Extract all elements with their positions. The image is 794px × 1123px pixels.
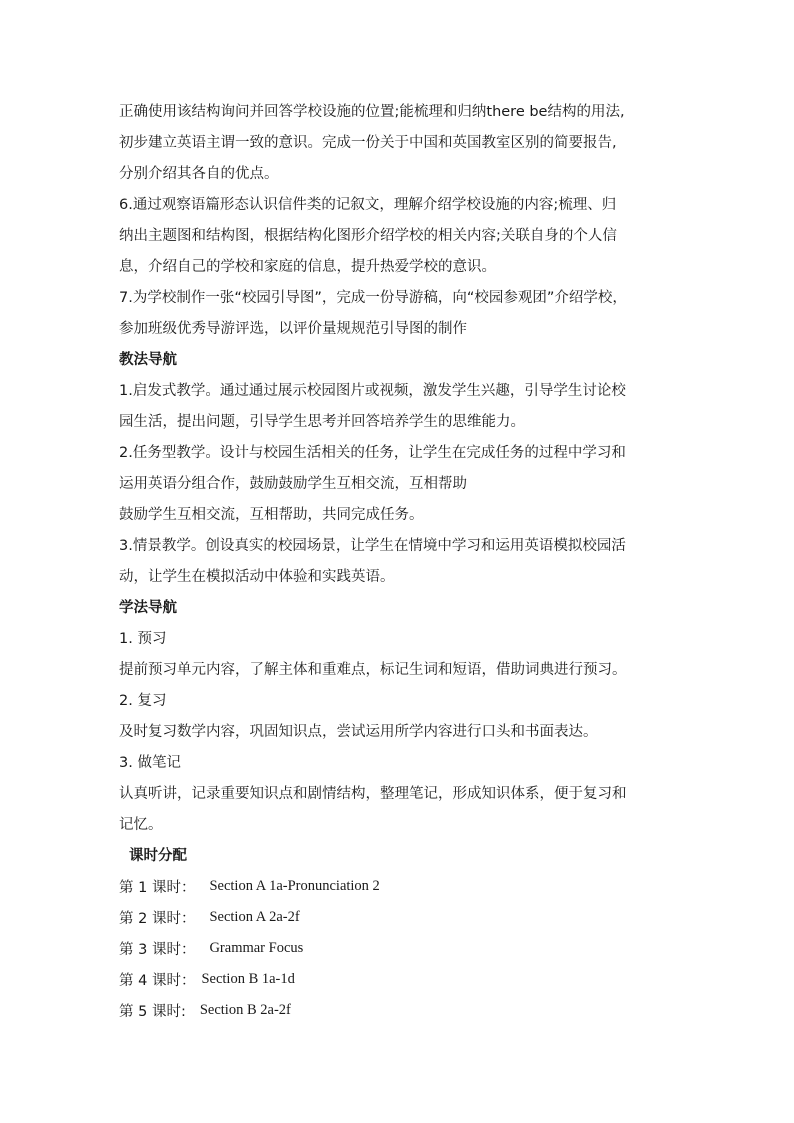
text-line: 1.启发式教学。通过通过展示校园图片或视频，激发学生兴趣，引导学生讨论校 bbox=[119, 382, 626, 399]
text-line: 正确使用该结构询问并回答学校设施的位置;能梳理和归纳there be结构的用法, bbox=[119, 103, 625, 120]
document-body bbox=[119, 96, 689, 1026]
text-line: 参加班级优秀导游评选，以评价量规规范引导图的制作 bbox=[119, 320, 467, 337]
lesson-row bbox=[119, 964, 689, 995]
lesson-label: 第 4 课时： bbox=[119, 973, 196, 989]
learning-item-title: 3. 做笔记 bbox=[119, 754, 181, 771]
text-line: 鼓励学生互相交流，互相帮助，共同完成任务。 bbox=[119, 506, 424, 523]
lesson-label: 第 5 课时: bbox=[119, 1004, 186, 1020]
teaching-item-1 bbox=[119, 375, 689, 437]
text-line: 分别介绍其各自的优点。 bbox=[119, 165, 279, 182]
text-line: 运用英语分组合作，鼓励鼓励学生互相交流，互相帮助 bbox=[119, 475, 467, 492]
section-heading-learning: 学法导航 bbox=[119, 599, 177, 616]
lesson-value: Section B 1a-1d bbox=[201, 971, 295, 987]
lesson-row bbox=[119, 902, 689, 933]
text-line: 提前预习单元内容，了解主体和重难点，标记生词和短语，借助词典进行预习。 bbox=[119, 661, 627, 678]
learning-item-title: 1. 预习 bbox=[119, 630, 167, 647]
lesson-label: 第 1 课时： bbox=[119, 880, 196, 896]
lesson-row bbox=[119, 995, 689, 1026]
lesson-value: Section B 2a-2f bbox=[199, 1002, 291, 1018]
lesson-row bbox=[119, 933, 689, 964]
text-line: 认真听讲，记录重要知识点和剧情结构，整理笔记，形成知识体系，便于复习和 bbox=[119, 785, 627, 802]
lesson-schedule-list bbox=[119, 871, 689, 1026]
lesson-value: Section A 1a-Pronunciation 2 bbox=[209, 878, 380, 894]
section-heading-teaching: 教法导航 bbox=[119, 351, 177, 368]
text-line: 6.通过观察语篇形态认识信件类的记叙文，理解介绍学校设施的内容;梳理、归 bbox=[119, 196, 617, 213]
text-line: 3.情景教学。创设真实的校园场景，让学生在情境中学习和运用英语模拟校园活 bbox=[119, 537, 626, 554]
text-line: 及时复习数学内容，巩固知识点，尝试运用所学内容进行口头和书面表达。 bbox=[119, 723, 598, 740]
lesson-value: Grammar Focus bbox=[209, 940, 304, 956]
text-line: 纳出主题图和结构图，根据结构化图形介绍学校的相关内容;关联自身的个人信 bbox=[119, 227, 617, 244]
lesson-label: 第 2 课时： bbox=[119, 911, 196, 927]
text-line: 园生活，提出问题，引导学生思考并回答培养学生的思维能力。 bbox=[119, 413, 525, 430]
teaching-item-2 bbox=[119, 437, 689, 530]
learning-item-preview bbox=[119, 623, 689, 685]
learning-item-title: 2. 复习 bbox=[119, 692, 167, 709]
text-line: 息，介绍自己的学校和家庭的信息，提升热爱学校的意识。 bbox=[119, 258, 496, 275]
lesson-value: Section A 2a-2f bbox=[209, 909, 300, 925]
teaching-item-3 bbox=[119, 530, 689, 592]
lesson-label: 第 3 课时： bbox=[119, 942, 196, 958]
paragraph-objective-6 bbox=[119, 189, 689, 282]
text-line: 初步建立英语主谓一致的意识。完成一份关于中国和英国教室区别的简要报告, bbox=[119, 134, 617, 151]
text-line: 动，让学生在模拟活动中体验和实践英语。 bbox=[119, 568, 395, 585]
paragraph-objective-7 bbox=[119, 282, 689, 344]
learning-item-notes bbox=[119, 747, 689, 840]
lesson-row bbox=[119, 871, 689, 902]
section-heading-schedule: 课时分配 bbox=[129, 847, 187, 864]
text-line: 7.为学校制作一张“校园引导图”，完成一份导游稿，向“校园参观团”介绍学校， bbox=[119, 289, 627, 306]
text-line: 记忆。 bbox=[119, 816, 163, 833]
paragraph-objective-5 bbox=[119, 96, 689, 189]
text-line: 2.任务型教学。设计与校园生活相关的任务，让学生在完成任务的过程中学习和 bbox=[119, 444, 626, 461]
learning-item-review bbox=[119, 685, 689, 747]
